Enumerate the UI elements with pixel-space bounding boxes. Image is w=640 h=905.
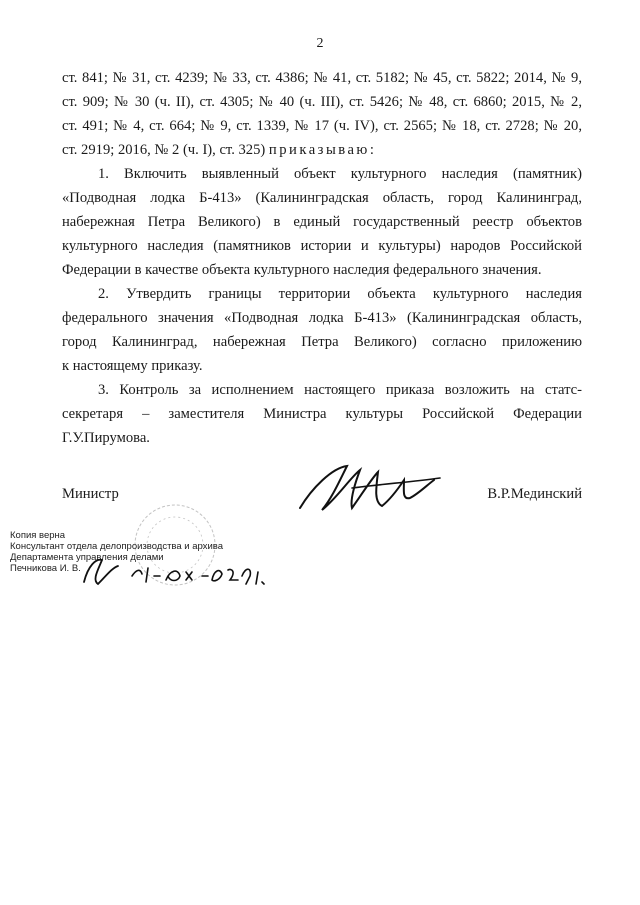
order-word: приказываю: (268, 142, 377, 158)
item2-line: 2. Утвердить границы территории объекта культурного наследия (98, 286, 582, 302)
page-number: 2 (316, 36, 324, 51)
item2-line: федерального значения «Подводная лодка Б-413» (Калининградская область, (62, 310, 582, 326)
item1-line: Федерации в качестве объекта культурного наследия федерального значения. (62, 262, 542, 278)
signature-image (292, 458, 442, 518)
copy-line: Департамента управления делами (10, 552, 164, 563)
item1-line: набережная Петра Великого) в единый государственный реестр объектов (62, 214, 582, 230)
signer-title: Министр (62, 486, 119, 502)
item2-line: к настоящему приказу. (62, 358, 203, 374)
copy-line: Консультант отдела делопроизводства и архива (10, 541, 223, 552)
document-body (62, 66, 582, 450)
item1-line: 1. Включить выявленный объект культурного наследия (памятник) (98, 166, 582, 182)
item3-line: секретаря – заместителя Министра культуры Российской Федерации (62, 406, 582, 422)
copy-line: Печникова И. В. (10, 563, 81, 574)
text-line: ст. 491; № 4, ст. 664; № 9, ст. 1339, № 17 (ч. IV), ст. 2565; № 18, ст. 2728; № 20, (62, 118, 582, 134)
text-line (62, 138, 582, 162)
copy-line: Копия верна (10, 530, 66, 541)
item1-line: «Подводная лодка Б-413» (Калининградская область, город Калининград, (62, 190, 582, 206)
item2-line: город Калининград, набережная Петра Великого) согласно приложению (62, 334, 582, 350)
handwritten-date-signature (62, 546, 282, 596)
item1-line: культурного наследия (памятников истории и культуры) народов Российской (62, 238, 582, 254)
text-line: ст. 909; № 30 (ч. II), ст. 4305; № 40 (ч. III), ст. 5426; № 48, ст. 6860; 2015, № 2, (62, 94, 582, 110)
item3-line: Г.У.Пирумова. (62, 430, 150, 446)
text-line: ст. 841; № 31, ст. 4239; № 33, ст. 4386; № 41, ст. 5182; № 45, ст. 5822; 2014, № 9, (62, 70, 582, 86)
signer-name: В.Р.Мединский (487, 486, 582, 502)
intro-last-text: ст. 2919; 2016, № 2 (ч. I), ст. 325) (62, 142, 266, 158)
item3-line: 3. Контроль за исполнением настоящего приказа возложить на статс- (98, 382, 582, 398)
